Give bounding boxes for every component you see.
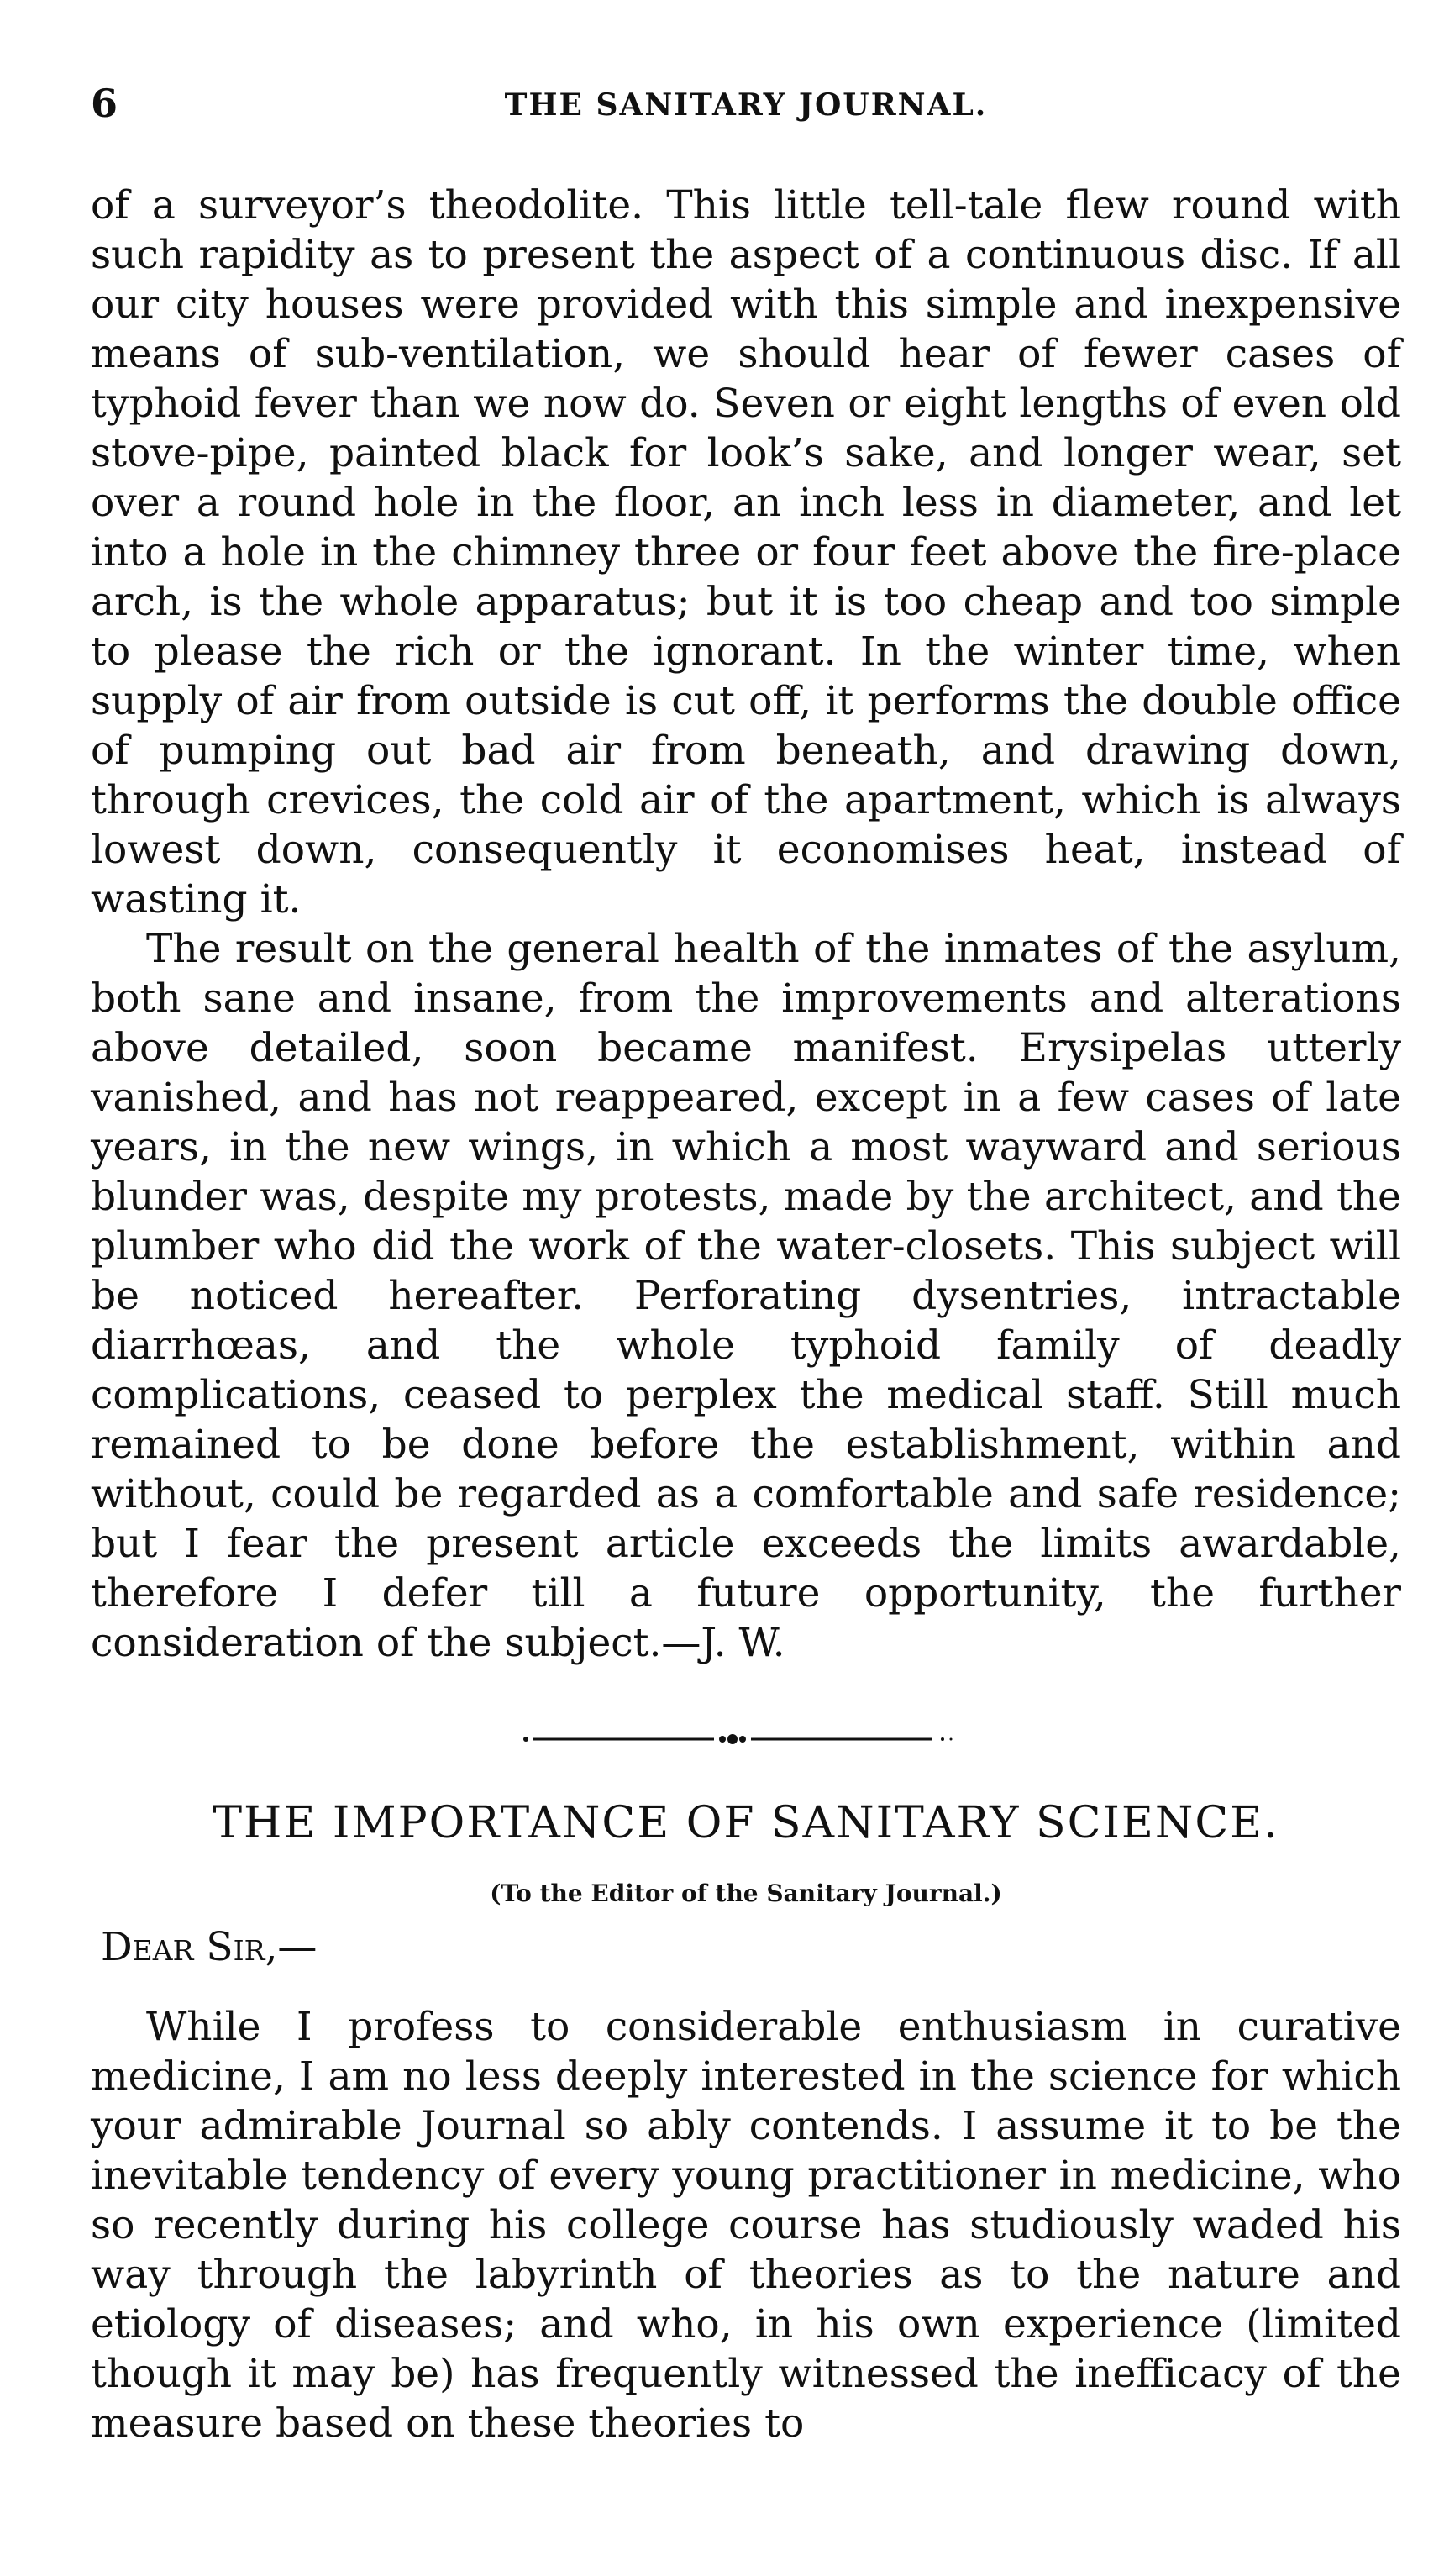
paragraph-opening [91,2002,1401,2448]
running-head [91,81,1401,131]
journal-title: THE SANITARY JOURNAL. [504,87,988,123]
article-body-sanitary-science [91,2002,1401,2448]
editor-note: (To the Editor of the Sanitary Journal.) [490,1879,1002,1907]
section-divider-ornament [521,1732,974,1746]
article-body-ventilation [91,181,1401,1668]
paragraph-text: While I profess to considerable enthusiasm in curative medicine, I am no less deeply interested in the science for which your admirable Journal so ably contends. I assume it to be the inevitable tendency of every young practitioner in medicine, who so recently during his college course has studiously waded his way through the labyrinth of theories as to the nature and etiology of diseases; and who, in his own experience (limited though it may be) has frequently witnessed the inefficacy of the measure based on these theories to [91,2004,1401,2447]
author-signature: —J. W. [661,1620,785,1666]
paragraph-continued [91,181,1401,924]
article-title: THE IMPORTANCE OF SANITARY SCIENCE. [213,1798,1279,1848]
paragraph-results [91,924,1401,1668]
letter-salutation: Dear Sir,— [101,1924,318,1970]
paragraph-text: of a surveyor’s theodolite. This little tell-tale flew round with such rapidity as to present the aspect of a continuous disc. If all our city houses were provided with this simple and inexpensive means of sub-ventilation, we should hear of fewer cases of typhoid fever than we now do. Seven or eight lengths of even old stove-pipe, painted black for look’s sake, and longer wear, set over a round hole in the floor, an inch less in diameter, and let into a hole in the chimney three or four feet above the fire-place arch, is the whole apparatus; but it is too cheap and too simple to please the rich or the ignorant. In the winter time, when supply of air from outside is cut off, it performs the double office of pumping out bad air from beneath, and drawing down, through crevices, the cold air of the apartment, which is always lowest down, consequently it economises heat, instead of wasting it. [91,182,1401,923]
page-number: 6 [91,81,118,126]
paragraph-text: The result on the general health of the inmates of the asylum, both sane and insane, from the improvements and alterations above detailed, soon became manifest. Erysipelas utterly vanished, and has not reappeared, except in a few cases of late years, in the new wings, in which a most wayward and serious blunder was, despite my protests, made by the architect, and the plumber who did the work of the water-closets. This subject will be noticed hereafter. Perforating dysentries, intractable diarrhœas, and the whole typhoid family of deadly complications, ceased to perplex the medical staff. Still much remained to be done before the establishment, within and without, could be regarded as a comfortable and safe residence; but I fear the present article exceeds the limits awardable, therefore I defer till a future opportunity, the further consideration of the subject. [91,926,1401,1666]
